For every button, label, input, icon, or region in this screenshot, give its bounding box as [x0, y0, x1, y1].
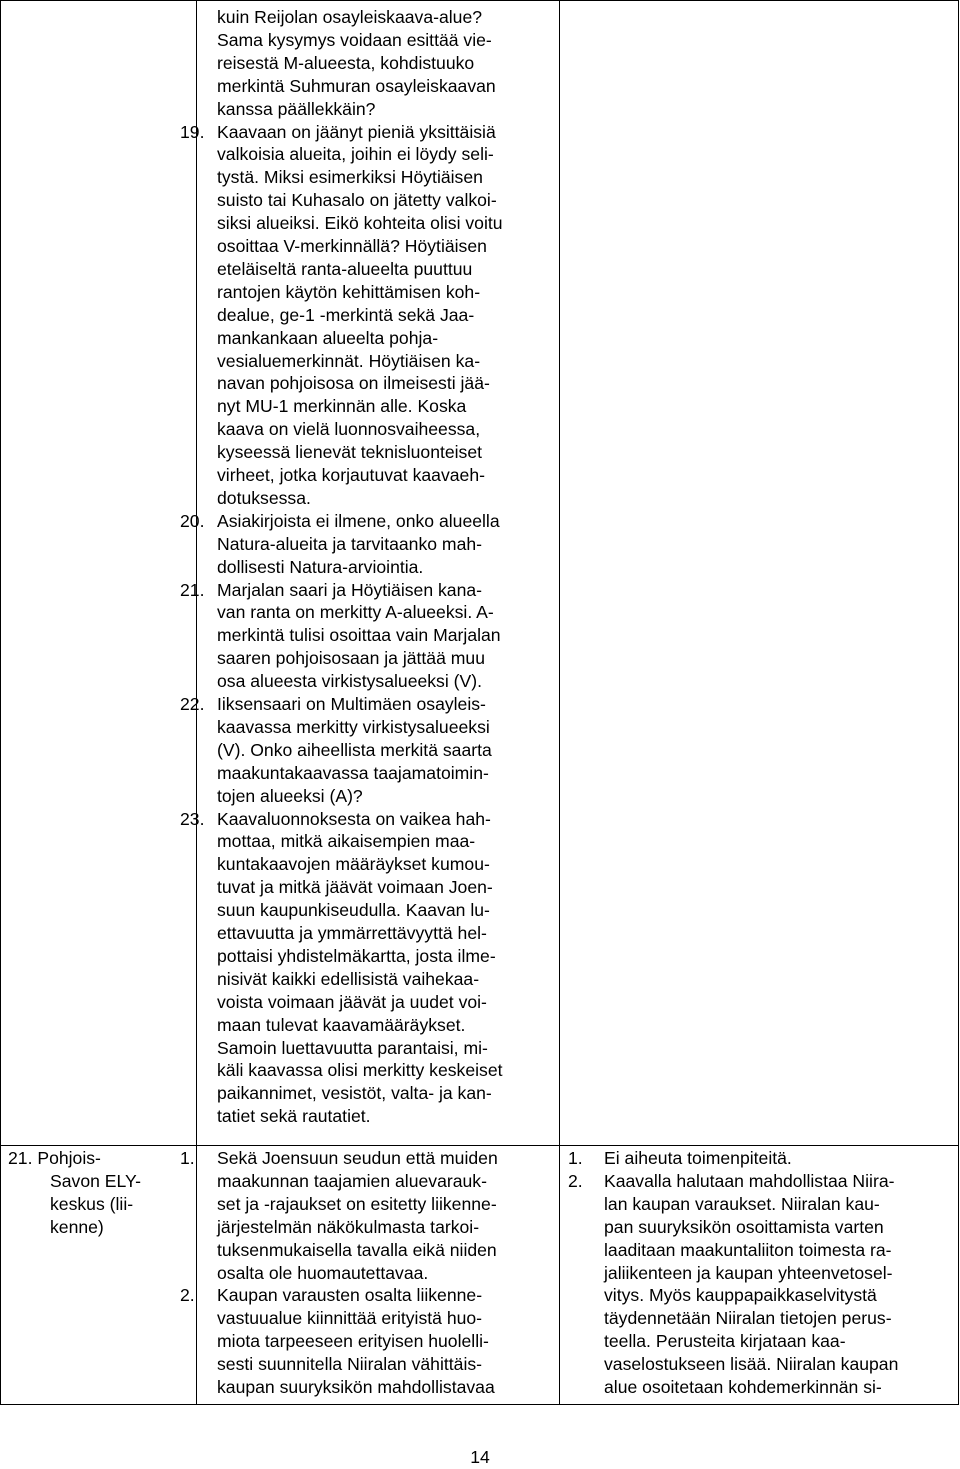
item-number: 22.: [180, 694, 205, 714]
text-line: tatiet sekä rautatiet.: [217, 1106, 371, 1127]
text-line: kyseessä lienevät teknisluonteiset: [217, 442, 483, 463]
row-divider: [1, 1145, 958, 1146]
comment-line: miota tarpeeseen erityisen huolelli-: [217, 1331, 489, 1352]
text-line: Sama kysymys voidaan esittää vie-: [217, 29, 492, 50]
text-line: maakuntakaavassa taajamatoimin-: [217, 762, 489, 783]
text-line: kaava on vielä luonnosvaiheessa,: [217, 419, 481, 440]
response-line: täydennetään Niiralan tietojen perus-: [604, 1308, 892, 1329]
page-number: 14: [470, 1447, 490, 1467]
text-line: Samoin luettavuutta parantaisi, mi-: [217, 1037, 488, 1058]
text-line: dealue, ge-1 -merkintä sekä Jaa-: [217, 304, 475, 325]
text-line: nyt MU-1 merkinnän alle. Koska: [217, 396, 467, 417]
text-line: voista voimaan jäävät ja uudet voi-: [217, 991, 487, 1012]
text-line: kaavassa merkitty virkistysalueeksi: [217, 716, 490, 737]
item-number: 2.: [568, 1170, 583, 1191]
response-line: vitys. Myös kauppapaikkaselvitystä: [604, 1285, 877, 1306]
item-number: 1.: [180, 1148, 195, 1168]
response-line: lan kaupan varaukset. Niiralan kau-: [604, 1193, 880, 1214]
text-line: dotuksessa.: [217, 487, 311, 508]
response-line: jaliikenteen ja kaupan yhteenvetosel-: [604, 1262, 893, 1283]
text-line: osoittaa V-merkinnällä? Höytiäisen: [217, 236, 487, 256]
organization-name: kenne): [50, 1216, 104, 1237]
text-line: reisestä M-alueesta, kohdistuuko: [217, 52, 475, 73]
comment-line: tuksenmukaisella tavalla eikä niiden: [217, 1239, 497, 1260]
text-line: maan tulevat kaavamääräykset.: [217, 1014, 466, 1035]
text-line: paikannimet, vesistöt, valta- ja kan-: [217, 1083, 492, 1104]
text-line: käli kaavassa olisi merkitty keskeiset: [217, 1060, 503, 1081]
comment-line: maakunnan taajamien aluevarauk-: [217, 1170, 487, 1191]
text-line: merkintä tulisi osoittaa vain Marjalan: [217, 625, 501, 646]
text-line: tystä. Miksi esimerkiksi Höytiäisen: [217, 167, 483, 188]
text-line: merkintä Suhmuran osayleiskaavan: [217, 75, 496, 96]
comment-line: sesti suunnitella Niiralan vähittäis-: [217, 1354, 483, 1375]
item-number: 1.: [568, 1148, 583, 1168]
item-number: 2.: [180, 1285, 195, 1306]
item-number: 23.: [180, 808, 205, 829]
text-line: Marjalan saari ja Höytiäisen kana-: [217, 579, 483, 600]
text-line: saaren pohjoisosaan ja jättää muu: [217, 648, 485, 669]
text-line: nisivät kaikki edellisistä vaihekaa-: [217, 968, 480, 989]
comment-line: vastuualue kiinnittää erityistä huo-: [217, 1308, 483, 1329]
text-line: suisto tai Kuhasalo on jätetty valkoi-: [217, 190, 497, 211]
text-line: kuin Reijolan osayleiskaava-alue?: [217, 7, 483, 27]
response-line: pan suuryksikön osoittamista varten: [604, 1216, 884, 1237]
text-line: (V). Onko aiheellista merkitä saarta: [217, 739, 492, 760]
text-line: Iiksensaari on Multimäen osayleis-: [217, 694, 486, 714]
response-line: vaselostukseen lisää. Niiralan kaupan: [604, 1354, 899, 1375]
text-line: ettavuutta ja ymmärrettävyyttä hel-: [217, 923, 487, 943]
comment-line: osalta ole huomautettavaa.: [217, 1262, 429, 1283]
text-line: van ranta on merkitty A-alueeksi. A-: [217, 602, 494, 623]
comment-line: set ja -rajaukset on esitetty liikenne-: [217, 1193, 497, 1214]
response-line: Ei aiheuta toimenpiteitä.: [604, 1148, 792, 1168]
comment-line: Sekä Joensuun seudun että muiden: [217, 1148, 498, 1168]
organization-name: Savon ELY-: [50, 1170, 141, 1191]
text-line: mottaa, mitkä aikaisempien maa-: [217, 831, 476, 852]
organization-name: 21. Pohjois-: [8, 1148, 101, 1168]
item-number: 20.: [180, 510, 205, 531]
text-line: eteläiseltä ranta-alueelta puuttuu: [217, 258, 473, 279]
item-number: 21.: [180, 579, 205, 600]
text-line: vesialuemerkinnät. Höytiäisen ka-: [217, 350, 481, 371]
text-line: valkoisia alueita, joihin ei löydy seli-: [217, 144, 494, 165]
text-line: dollisesti Natura-arviointia.: [217, 556, 424, 577]
text-line: rantojen käytön kehittämisen koh-: [217, 281, 481, 302]
response-line: Kaavalla halutaan mahdollistaa Niira-: [604, 1170, 895, 1191]
text-line: Kaavaan on jäänyt pieniä yksittäisiä: [217, 121, 496, 142]
text-line: Kaavaluonnoksesta on vaikea hah-: [217, 808, 491, 829]
organization-name: keskus (lii-: [50, 1193, 134, 1214]
text-line: kanssa päällekkäin?: [217, 98, 376, 119]
response-line: teella. Perusteita kirjataan kaa-: [604, 1331, 846, 1352]
text-line: navan pohjoisosa on ilmeisesti jää-: [217, 373, 490, 394]
comment-line: järjestelmän näkökulmasta tarkoi-: [217, 1216, 480, 1237]
text-line: tojen alueeksi (A)?: [217, 785, 363, 806]
response-line: alue osoitetaan kohdemerkinnän si-: [604, 1377, 882, 1397]
item-number: 19.: [180, 121, 205, 142]
comment-line: Kaupan varausten osalta liikenne-: [217, 1285, 483, 1306]
text-line: osa alueesta virkistysalueeksi (V).: [217, 671, 482, 692]
text-line: tuvat ja mitkä jäävät voimaan Joen-: [217, 877, 493, 898]
text-line: virheet, jotka korjautuvat kaavaeh-: [217, 465, 485, 485]
response-line: laaditaan maakuntaliiton toimesta ra-: [604, 1239, 892, 1260]
column-divider: [559, 1, 560, 1404]
text-line: siksi alueiksi. Eikö kohteita olisi voitu: [217, 213, 503, 234]
text-line: mankankaan alueelta pohja-: [217, 327, 439, 348]
text-line: Natura-alueita ja tarvitaanko mah-: [217, 533, 483, 554]
text-line: Asiakirjoista ei ilmene, onko alueella: [217, 510, 500, 531]
text-line: kuntakaavojen määräykset kumou-: [217, 854, 490, 875]
text-line: pottaisi yhdistelmäkartta, josta ilme-: [217, 945, 496, 966]
text-line: suun kaupunkiseudulla. Kaavan lu-: [217, 900, 490, 921]
comment-line: kaupan suuryksikön mahdollistavaa: [217, 1377, 495, 1397]
